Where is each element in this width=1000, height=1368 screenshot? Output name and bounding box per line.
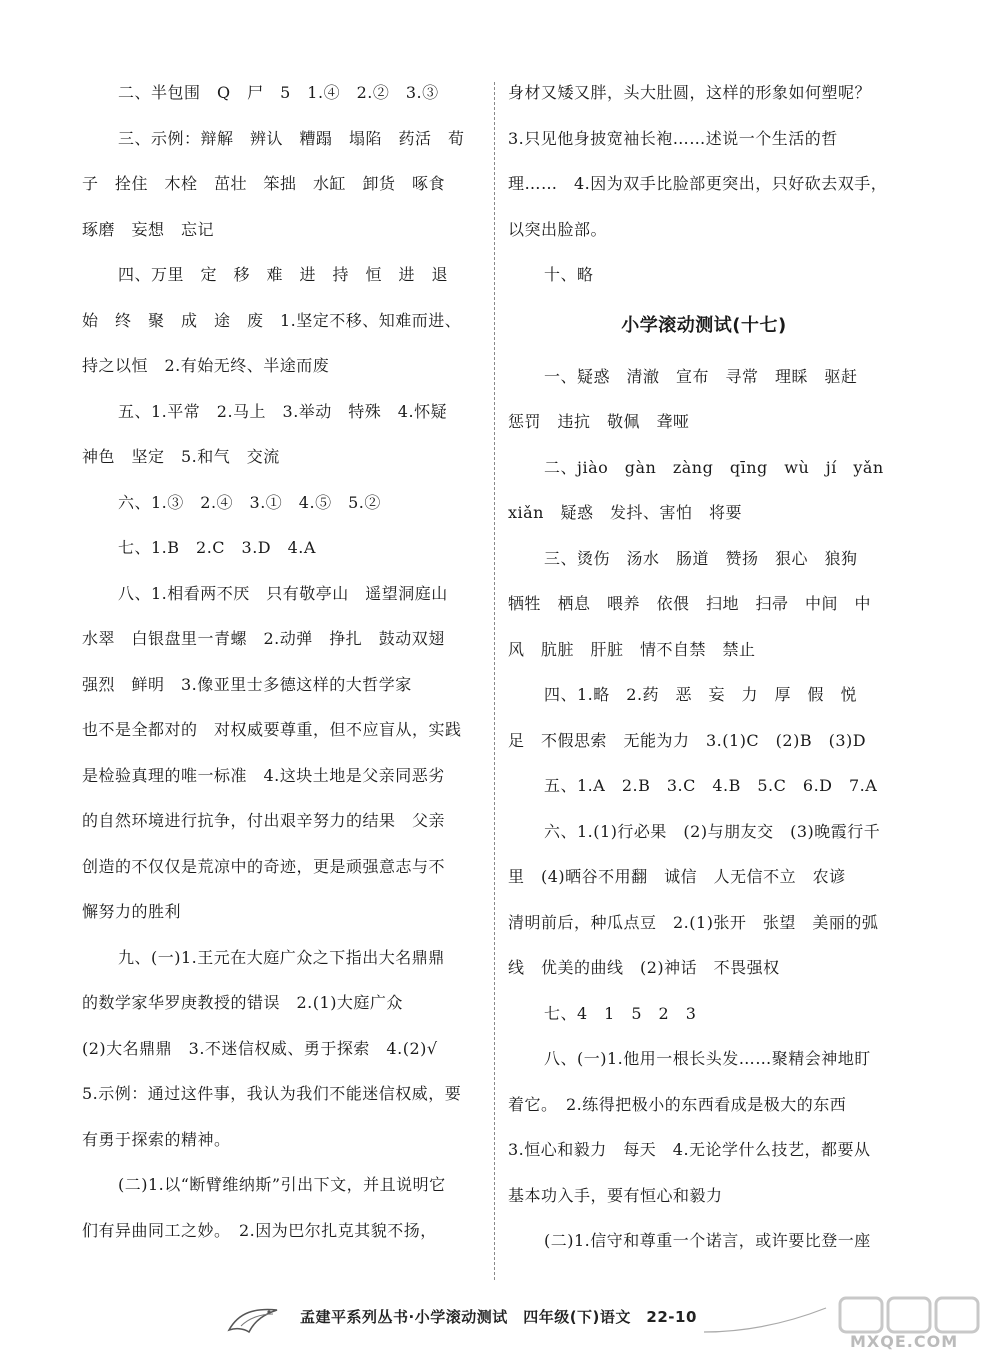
- answer-line: 惩罚 违抗 敬佩 聋哑: [508, 412, 690, 431]
- answer-line: 基本功入手，要有恒心和毅力: [508, 1185, 723, 1205]
- answer-line: 神色 坚定 5.和气 交流: [82, 447, 280, 466]
- answer-line: 五、1.A 2.B 3.C 4.B 5.C 6.D 7.A: [544, 776, 878, 795]
- answer-line: 懈努力的胜利: [82, 902, 182, 921]
- answer-line: 始 终 聚 成 途 废 1.坚定不移、知难而进、: [82, 310, 462, 330]
- answer-line: (2)大名鼎鼎 3.不迷信权威、勇于探索 4.(2)√: [82, 1038, 438, 1058]
- answer-line: 持之以恒 2.有始无终、半途而废: [82, 356, 330, 375]
- answer-line: 四、1.略 2.药 恶 妄 力 厚 假 悦: [544, 685, 858, 704]
- answer-line: 七、4 1 5 2 3: [544, 1003, 697, 1023]
- answer-line: 也不是全都对的 对权威要尊重，但不应盲从，实践: [82, 720, 462, 739]
- answer-line: 九、(一)1.王元在大庭广众之下指出大名鼎鼎: [118, 947, 445, 967]
- answer-line: 风 肮脏 肝脏 情不自禁 禁止: [508, 639, 756, 659]
- answer-line: 有勇于探索的精神。: [82, 1129, 231, 1149]
- answer-line: 的自然环境进行抗争，付出艰辛努力的结果 父亲: [82, 811, 446, 830]
- answer-line: 四、万里 定 移 难 进 持 恒 进 退: [118, 265, 449, 284]
- right-column: [508, 70, 900, 1264]
- answer-line: 5.示例：通过这件事，我认为我们不能迷信权威，要: [82, 1084, 462, 1103]
- answer-line: xiǎn 疑惑 发抖、害怕 将要: [508, 503, 742, 522]
- answer-line: 牺牲 栖息 喂养 依偎 扫地 扫帚 中间 中: [508, 594, 872, 613]
- answer-line: 们有异曲同工之妙。 2.因为巴尔扎克其貌不扬，: [82, 1220, 437, 1240]
- answer-line: 五、1.平常 2.马上 3.举动 特殊 4.怀疑: [118, 401, 448, 421]
- answer-line: 3.只见他身披宽袖长袍……述说一个生活的哲: [508, 128, 838, 148]
- answer-line: 一、疑惑 清澈 宣布 寻常 理睬 驱赶: [544, 366, 858, 386]
- answer-line: 身材又矮又胖，头大肚圆，这样的形象如何塑呢？: [508, 83, 872, 102]
- answer-line: 三、烫伤 汤水 肠道 赞扬 狠心 狼狗: [544, 548, 858, 568]
- footer-series-text: 孟建平系列丛书·小学滚动测试 四年级(下)语文 22-10: [300, 1308, 697, 1326]
- answer-line: 水翠 白银盘里一青螺 2.动弹 挣扎 鼓动双翅: [82, 629, 445, 648]
- answer-line: 清明前后，种瓜点豆 2.(1)张开 张望 美丽的弧: [508, 912, 879, 932]
- answer-line: 六、1.③ 2.④ 3.① 4.⑤ 5.②: [118, 492, 381, 512]
- answer-line: 以突出脸部。: [508, 219, 608, 239]
- answer-line: 八、1.相看两不厌 只有敬亭山 遥望洞庭山: [118, 583, 448, 603]
- column-divider: [494, 82, 495, 1280]
- answer-line: 足 不假思索 无能为力 3.(1)C (2)B (3)D: [508, 730, 867, 750]
- answer-line: 二、jiào gàn zàng qīng wù jí yǎn: [544, 457, 884, 477]
- watermark-text: MXQE.COM: [850, 1332, 959, 1351]
- answer-line: (二)1.信守和尊重一个诺言，或许要比登一座: [544, 1231, 871, 1250]
- answer-line: 里 (4)晒谷不用翻 诚信 人无信不立 农谚: [508, 867, 846, 886]
- answer-line: 十、略: [544, 265, 594, 284]
- footer-curve-decoration: [700, 1302, 830, 1338]
- answer-line: 八、(一)1.他用一根长头发……聚精会神地盯: [544, 1049, 871, 1068]
- answer-line: 琢磨 妄想 忘记: [82, 219, 215, 239]
- answer-line: 3.恒心和毅力 每天 4.无论学什么技艺，都要从: [508, 1140, 871, 1159]
- answer-line: 六、1.(1)行必果 (2)与朋友交 (3)晚霞行千: [544, 821, 881, 841]
- answer-line: 七、1.B 2.C 3.D 4.A: [118, 538, 316, 557]
- bird-logo-icon: [225, 1302, 285, 1338]
- answer-line: 三、示例：辩解 辨认 糟蹋 塌陷 药活 荀: [118, 128, 465, 148]
- answer-line: 是检验真理的唯一标准 4.这块土地是父亲同恶劣: [82, 765, 445, 785]
- answer-line: 强烈 鲜明 3.像亚里士多德这样的大哲学家: [82, 674, 412, 694]
- section-title: 小学滚动测试(十七): [621, 314, 787, 336]
- answer-line: 创造的不仅仅是荒凉中的奇迹，更是顽强意志与不: [82, 856, 446, 876]
- answer-line: 理…… 4.因为双手比脸部更突出，只好砍去双手，: [508, 174, 888, 193]
- answer-line: 着它。 2.练得把极小的东西看成是极大的东西: [508, 1094, 847, 1114]
- answer-line: 的数学家华罗庚教授的错误 2.(1)大庭广众: [82, 993, 403, 1012]
- answer-line: 子 拴住 木栓 茁壮 笨拙 水缸 卸货 啄食: [82, 174, 446, 193]
- answer-line: 线 优美的曲线 (2)神话 不畏强权: [508, 958, 780, 977]
- left-column: [82, 70, 482, 1253]
- answer-line: 二、半包围 Q 尸 5 1.④ 2.② 3.③: [118, 83, 439, 102]
- answer-line: (二)1.以“断臂维纳斯”引出下文，并且说明它: [118, 1175, 446, 1194]
